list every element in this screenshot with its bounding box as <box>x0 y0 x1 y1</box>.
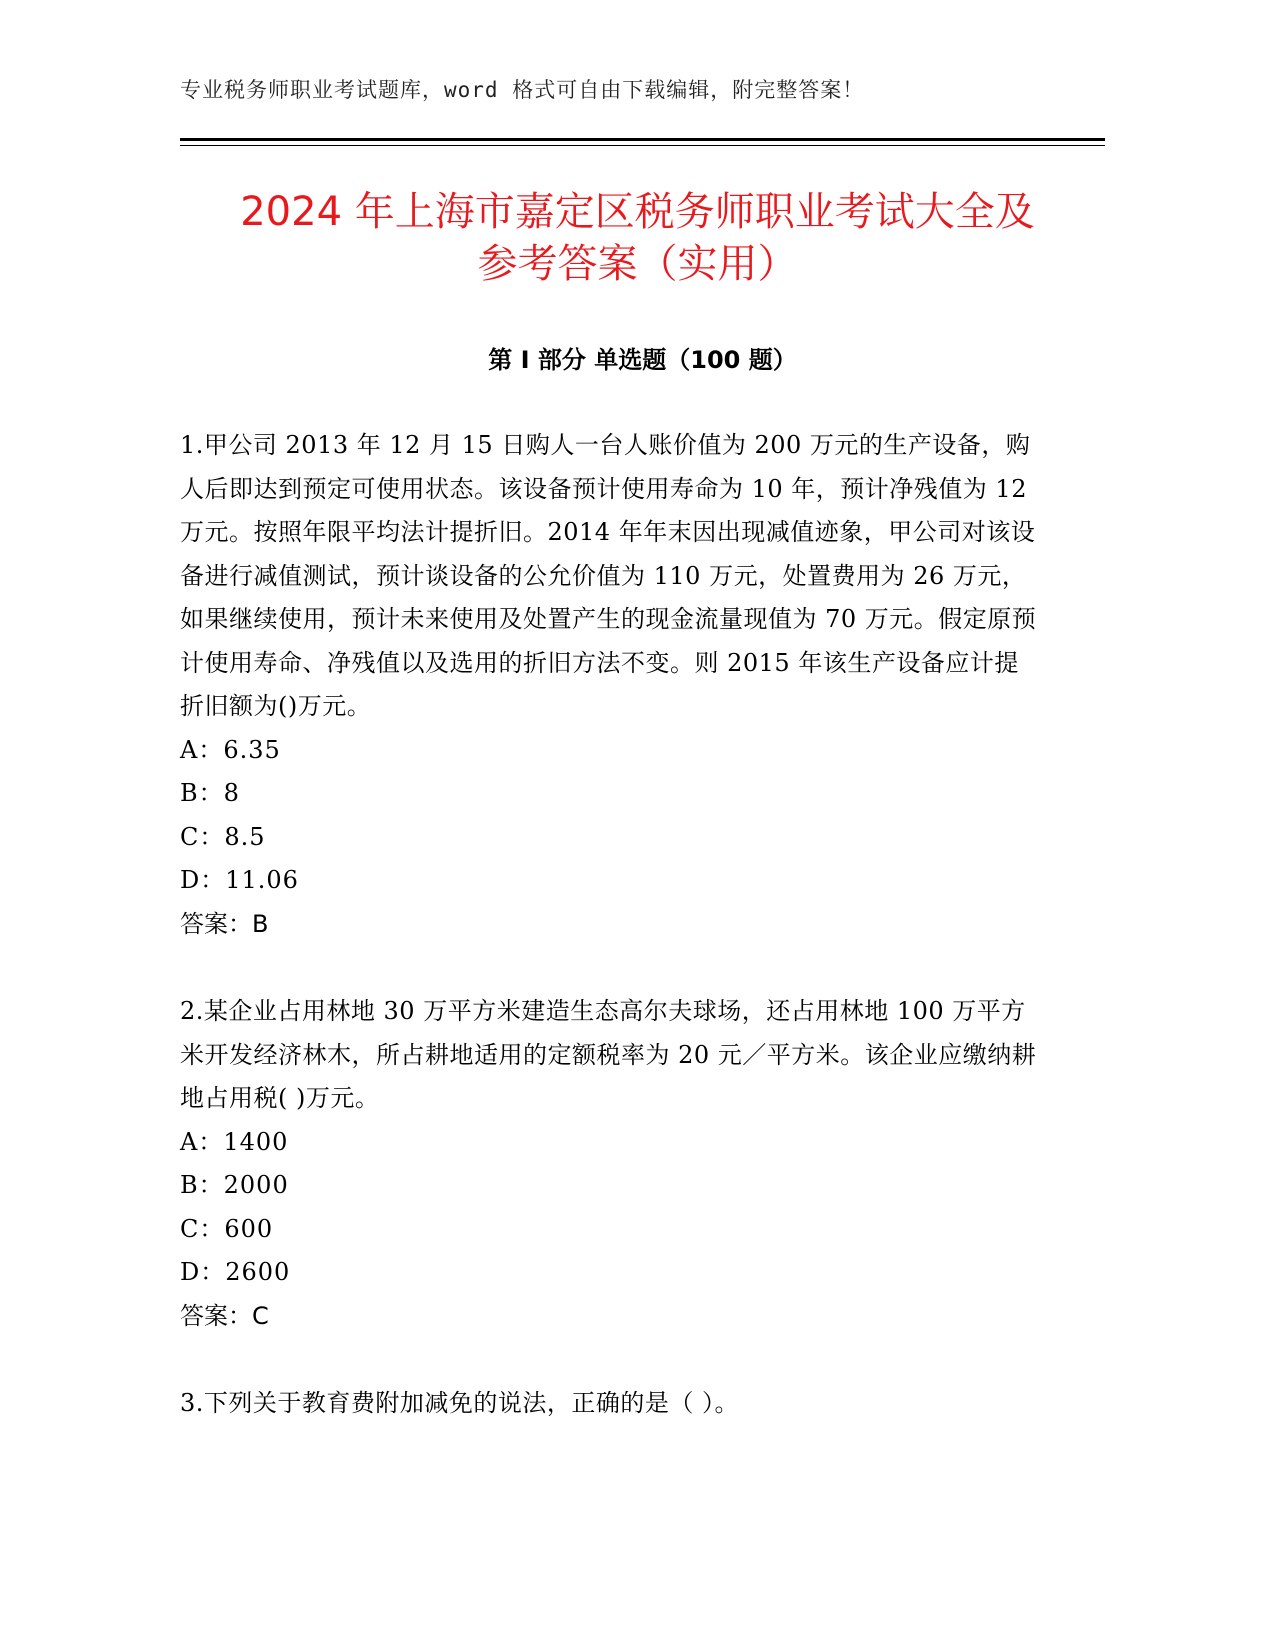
answer: 答案：B <box>180 909 269 938</box>
answer: 答案：C <box>180 1301 269 1330</box>
option-a: A：1400 <box>180 1127 289 1156</box>
header-rule-thick <box>180 138 1105 141</box>
question-text: 2.某企业占用林地 30 万平方米建造生态高尔夫球场，还占用林地 100 万平方米开发经济林木，所占耕地适用的定额税率为 20 元／平方米。该企业应缴纳耕地占用税( )万元。 <box>180 997 1037 1112</box>
document-title-line1: 2024 年上海市嘉定区税务师职业考试大全及 <box>240 189 1035 235</box>
option-b: B：2000 <box>180 1171 289 1199</box>
section-title: 第 I 部分 单选题（100 题） <box>488 346 797 374</box>
document-title-line2: 参考答案（实用） <box>477 241 798 287</box>
question-1 <box>180 424 1040 946</box>
option-a: A：6.35 <box>180 735 281 764</box>
question-3 <box>180 1382 1040 1426</box>
header-rule-thin <box>180 145 1105 146</box>
option-c: C：8.5 <box>180 822 266 851</box>
question-2 <box>180 990 1040 1338</box>
header-note: 专业税务师职业考试题库，word 格式可自由下载编辑，附完整答案！ <box>180 78 865 102</box>
question-text: 3.下列关于教育费附加减免的说法，正确的是（ ）。 <box>180 1389 740 1417</box>
question-text: 1.甲公司 2013 年 12 月 15 日购人一台人账价值为 200 万元的生产设备，购人后即达到预定可使用状态。该设备预计使用寿命为 10 年，预计净残值为 12 万元。按照年限平均法计提折旧。2014 年年末因出现减值迹象，甲公司对该设备进行减值测试，预计谈设备的公允价值为 110 万元，处置费用为 26 万元，如果继续使用，预计未来使用及处置产生的现金流量现值为 70 万元。假定原预计使用寿命、净残值以及选用的折旧方法不变。则 2015 年该生产设备应计提折旧额为()万元。 <box>180 431 1037 720</box>
option-b: B：8 <box>180 779 240 807</box>
option-d: D：11.06 <box>180 866 299 894</box>
document-title <box>150 186 1125 290</box>
option-c: C：600 <box>180 1214 274 1243</box>
option-d: D：2600 <box>180 1258 291 1286</box>
